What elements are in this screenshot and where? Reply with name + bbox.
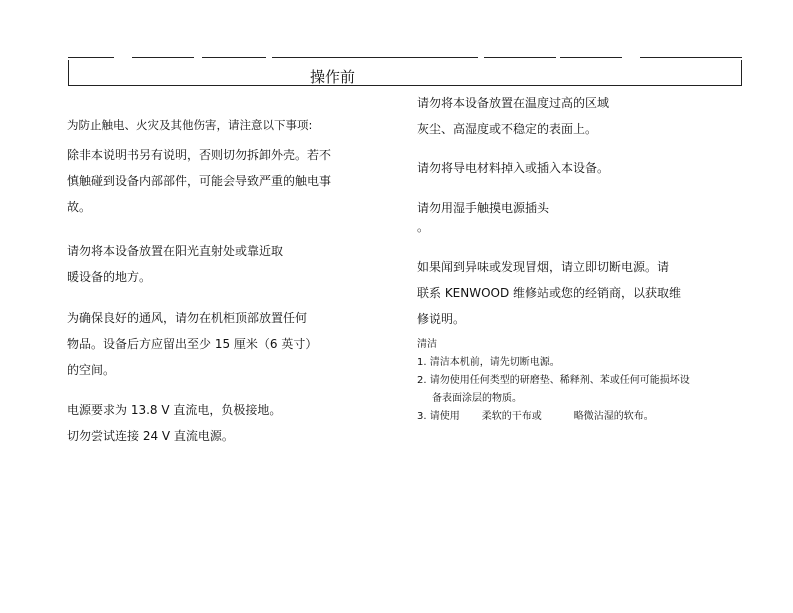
- cleaning-item-part: 柔软的干布或: [481, 411, 542, 422]
- cleaning-item-part: 3. 请使用: [417, 411, 460, 422]
- paragraph-line: 除非本说明书另有说明，否则切勿拆卸外壳。若不: [67, 148, 332, 162]
- header-rule-segment: [132, 57, 194, 58]
- right-paragraph-1: [417, 90, 609, 142]
- paragraph-line: 请勿用湿手触摸电源插头: [417, 201, 550, 215]
- cleaning-item: [417, 408, 690, 426]
- cleaning-heading: 清洁: [417, 339, 437, 350]
- cleaning-section: [417, 336, 690, 426]
- left-paragraph-3: [67, 305, 317, 383]
- header-rule-segment: [560, 57, 622, 58]
- paragraph-line: 请勿将本设备放置在温度过高的区域: [417, 96, 610, 110]
- left-paragraph-1: [67, 142, 331, 220]
- header-rule-segment: [272, 57, 478, 58]
- intro-line: 为防止触电、火灾及其他伤害，请注意以下事项:: [67, 118, 313, 132]
- header-rule-segment: [640, 57, 742, 58]
- paragraph-line: 如果闻到异味或发现冒烟，请立即切断电源。请: [417, 260, 670, 274]
- paragraph-line: 物品。设备后方应留出至少 15 厘米（6 英寸）: [67, 337, 318, 351]
- paragraph-line: 灰尘、高湿度或不稳定的表面上。: [417, 122, 598, 136]
- paragraph-line: 暖设备的地方。: [67, 270, 152, 284]
- paragraph-line: 电源要求为 13.8 V 直流电，负极接地。: [67, 403, 282, 417]
- cleaning-item: 1. 清洁本机前，请先切断电源。: [417, 357, 560, 368]
- left-paragraph-2: [67, 238, 283, 290]
- paragraph-line: 为确保良好的通风，请勿在机柜顶部放置任何: [67, 311, 308, 325]
- paragraph-line: 。: [417, 220, 430, 234]
- paragraph-line: 故。: [67, 200, 92, 214]
- right-paragraph-2: [417, 155, 609, 181]
- paragraph-line: 请勿将本设备放置在阳光直射处或靠近取: [67, 244, 284, 258]
- paragraph-line: 联系 KENWOOD 维修站或您的经销商，以获取维: [417, 286, 682, 300]
- cleaning-item: 2. 请勿使用任何类型的研磨垫、稀释剂、苯或任何可能损坏设: [417, 375, 690, 386]
- paragraph-line: 慎触碰到设备内部部件，可能会导致严重的触电事: [67, 174, 332, 188]
- page-title: 操作前: [310, 68, 356, 86]
- cleaning-item-continuation: 备表面涂层的物质。: [432, 393, 522, 404]
- header-box: [68, 60, 742, 86]
- paragraph-line: 切勿尝试连接 24 V 直流电源。: [67, 429, 234, 443]
- paragraph-line: 修说明。: [417, 312, 466, 326]
- header-rule-segment: [484, 57, 556, 58]
- cleaning-item-part: 略微沾湿的软布。: [573, 411, 654, 422]
- header-rule-segment: [202, 57, 266, 58]
- intro-text: [67, 112, 312, 138]
- header-rule-segment: [68, 57, 114, 58]
- left-paragraph-4: [67, 397, 281, 449]
- paragraph-line: 的空间。: [67, 363, 116, 377]
- paragraph-line: 请勿将导电材料掉入或插入本设备。: [417, 161, 610, 175]
- right-paragraph-4: [417, 254, 681, 332]
- right-paragraph-3: [417, 195, 549, 233]
